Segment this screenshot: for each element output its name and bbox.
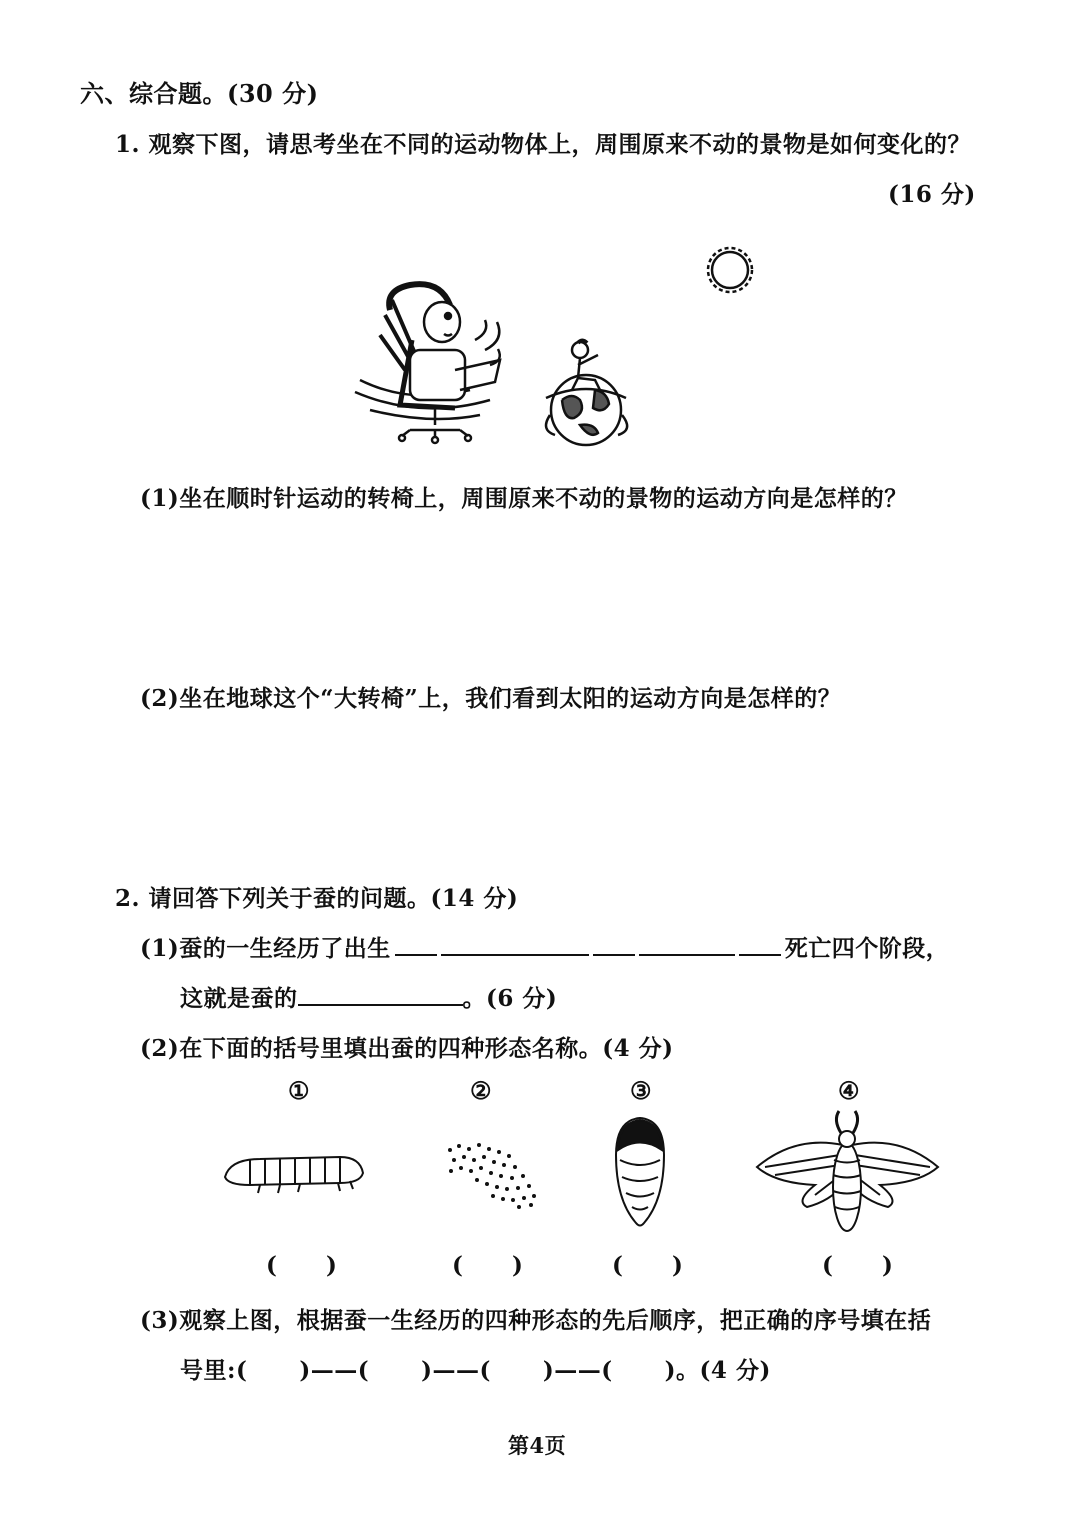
order-suffix: )。(4 分) xyxy=(664,1357,771,1384)
page-number: 第4页 xyxy=(508,1433,567,1458)
answer-paren-3-close: ) xyxy=(672,1252,683,1279)
order-prefix: 号里:( xyxy=(180,1357,248,1384)
question-2-part-3-line-1: (3)观察上图，根据蚕一生经历的四种形态的先后顺序，把正确的序号填在括 xyxy=(140,1307,932,1334)
answer-blank-2[interactable] xyxy=(639,936,735,956)
question-2-part-3-line-2 xyxy=(180,1352,771,1385)
dash-line xyxy=(593,940,635,956)
silkworm-pupa-drawing xyxy=(612,1115,668,1230)
stage-label-1: ① xyxy=(288,1076,310,1105)
question-1-part-2: (2)坐在地球这个“大转椅”上，我们看到太阳的运动方向是怎样的？ xyxy=(140,685,842,712)
answer-paren-3-open: ( xyxy=(612,1252,623,1279)
answer-paren-1-close: ) xyxy=(326,1252,337,1279)
stage-label-3: ③ xyxy=(630,1076,652,1105)
part-1-text-continue: 这就是蚕的 xyxy=(180,985,298,1012)
question-2-part-1-line-1 xyxy=(140,930,949,963)
dash-line xyxy=(395,940,437,956)
answer-blank-1[interactable] xyxy=(441,936,589,956)
question-2-part-1-line-2 xyxy=(180,980,557,1013)
part-1-score: 。(6 分) xyxy=(462,985,558,1012)
silkworm-eggs-drawing xyxy=(445,1140,540,1210)
answer-paren-4-open: ( xyxy=(822,1252,833,1279)
rotating-chair-illustration xyxy=(350,240,770,450)
answer-blank-3[interactable] xyxy=(298,986,463,1006)
order-sep-1: )——( xyxy=(299,1357,370,1384)
section-title: 六、综合题。(30 分) xyxy=(80,79,319,108)
stage-label-2: ② xyxy=(470,1076,492,1105)
stage-label-4: ④ xyxy=(838,1076,860,1105)
answer-paren-2-open: ( xyxy=(452,1252,463,1279)
dash-line xyxy=(739,940,781,956)
silkworm-larva-drawing xyxy=(220,1145,370,1195)
question-1-stem: 1. 观察下图，请思考坐在不同的运动物体上，周围原来不动的景物是如何变化的？ xyxy=(115,131,972,158)
part-1-text-end: 死亡四个阶段， xyxy=(784,935,950,962)
question-1-score: (16 分) xyxy=(888,181,976,208)
part-1-text-start: (1)蚕的一生经历了出生 xyxy=(140,935,391,962)
order-sep-3: )——( xyxy=(542,1357,613,1384)
question-2-part-2: (2)在下面的括号里填出蚕的四种形态名称。(4 分) xyxy=(140,1035,674,1062)
answer-paren-1-open: ( xyxy=(266,1252,277,1279)
question-2-stem: 2. 请回答下列关于蚕的问题。(14 分) xyxy=(115,885,519,912)
question-1-part-1: (1)坐在顺时针运动的转椅上，周围原来不动的景物的运动方向是怎样的？ xyxy=(140,485,908,512)
order-sep-2: )——( xyxy=(421,1357,491,1384)
answer-paren-2-close: ) xyxy=(512,1252,523,1279)
answer-paren-4-close: ) xyxy=(882,1252,893,1279)
silkworm-moth-drawing xyxy=(755,1105,940,1235)
